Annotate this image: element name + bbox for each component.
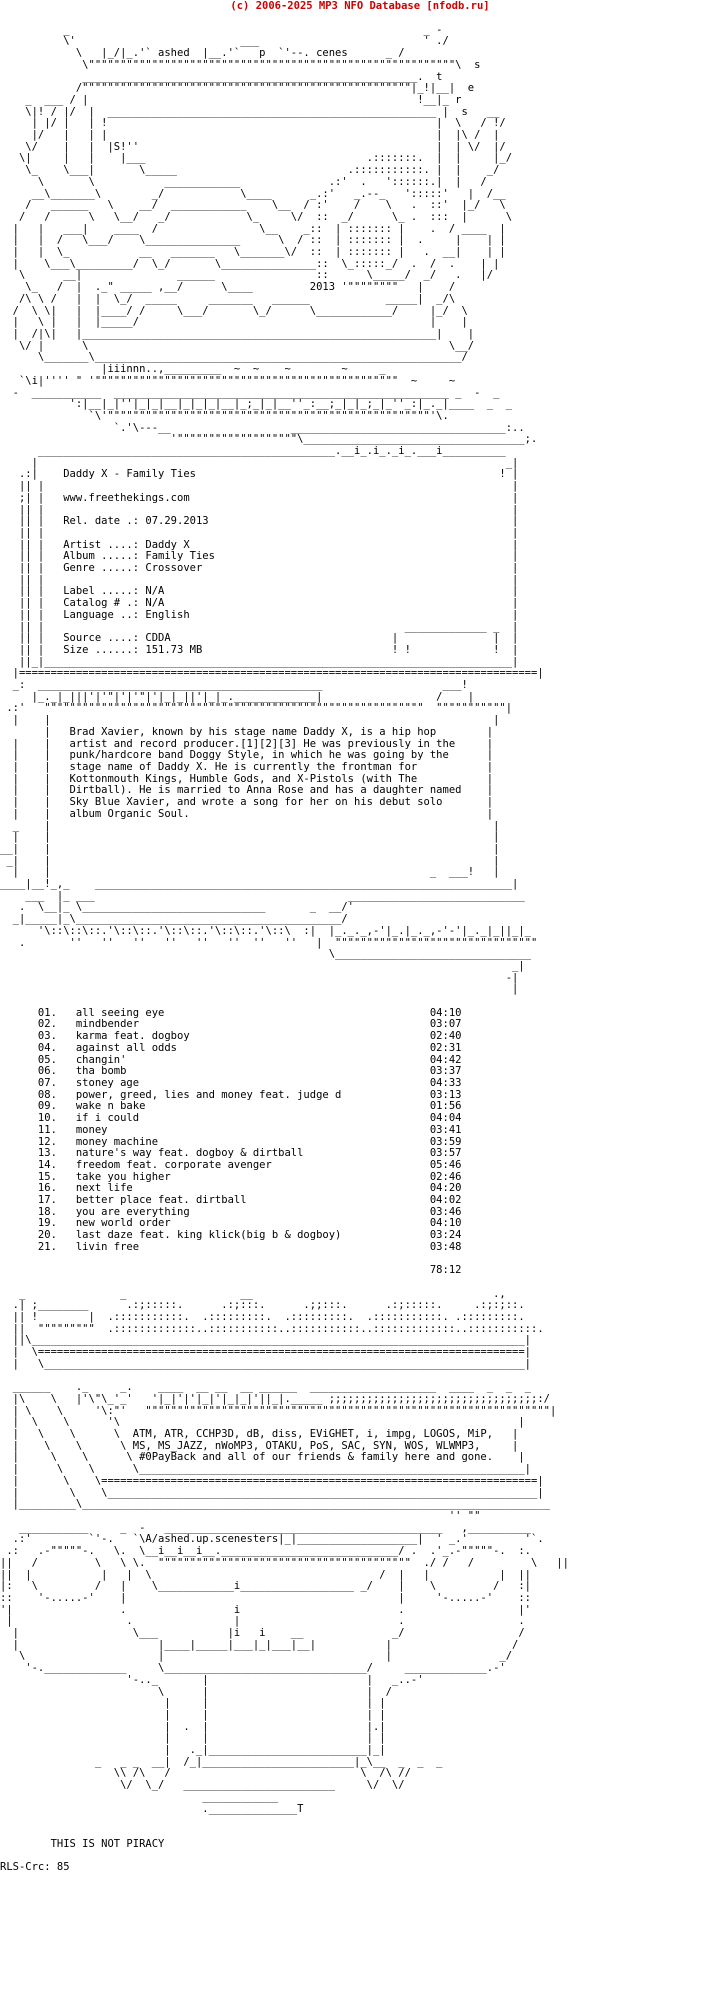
nfodb-copyright-banner: (c) 2006-2025 MP3 NFO Database [nfodb.ru] xyxy=(230,0,490,12)
nfo-ascii-text: _ _ - \' ___ ' ./ \ |_/|_.'` ashed |__.'` p `'--. cenes _ / \""""""""""""""""""""""""""""""""""""""""""""""""""""""""""\ s _____________________________________________________. t /""""""""""""""""""""""""""""""""""""""""""""""""""""|_!|__| e _ ___ / | !__|_ r \|! / |/ | ____________________________________________________ | s __ | |/ | | ! | \ / !/ |/ | | | | |\ / | \/ | | |S!'' | | \/ |/ \| | | |___ .:::::::. | | |_/ \_ \___| \_____ .:::::::::::. | | _/ \ \ ____________ .:' . '::::::.| | / __\_______\ _/ \____ _.:' _.--_ ':::::' | /__ / ______ \ __/ ____________ \__ / :' / \ . ::' |_/ \ / / \ \__/ _/ \_ \/ :: _/ \_ . ::: | \ | | ___| ____ / \__ _:: | ::::::: | . / ____ | | | / \___/ \_______________ \ / :: | ::::::: | . | | | | | \_ __ _______ \_______\/ :: | ::::::: | . __| | | | \___\_________/ \_/ \_______________:: \_:::::_/ . / . | | \ __| ______ :: \_____/ _/ . |/ \_ / | ._" _____ ,__/ \____ 2013 '"""""""" | / /\ \ / | | \_/ _____ _______ ______ _____| _/\ / \ \| | |____/ / \___/ \_/ \____________/ |_/ \ | \ | | |_____/ | | | /|\| |________________________________________________________| | \/ | \ \__/ \_______\__________________________________________________________/ |iiinnn..,_________ ~ ~ ~ ~ _ `\i|'''' " '"""""""""""""""""""""""""""""""""""""""""""""""" ~ ~ - ___________ _____________________________________________________ _ - _ ':|__|_|''|_|_|__|_|_|_|__|_;_|_|__''_:__;_|_|_;_|_''_:|_._|____ _ _ `\'"""""""""""""""""""""""""""""""""""""""""""""""""""'\. `.'\---__ __________________________________:.. '"""""""""""""""""""\___________________________________;. _______________________________________________.__i_.i_._i_.___i__________ | _| .:| Daddy X - Family Ties ! | || | | ;| | www.freethekings.com | || | | || | Rel. date .: 07.29.2013 | || | | || | Artist ....: Daddy X | || | Album .....: Family Ties | || | Genre .....: Crossover | || | | || | Label .....: N/A | || | Catalog # .: N/A | || | Language ..: English | || | _____________ _ | || | Source ....: CDDA | | | || | Size ......: 151.73 MB ! ! ! | ||_|__________________________________________________________________________| |==================================================================================| _: _____________________________________________ ___! |_._|_|||'|'"|'|'"|'|_|_||'|_|_._____________| / | .:' """""""""""""""""""""""""""""""""""""""""""""""""""""""""""" """""""""""| | | | | Brad Xavier, known by his stage name Daddy X, is a hip hop | | | artist and record producer.[1][2][3] He was previously in the | | | punk/hardcore band Doggy Style, in which he was going by the | | | stage name of Daddy X. He is currently the frontman for | | | Kottonmouth Kings, Humble Gods, and X-Pistols (with The | | | Dirtball). He is married to Anna Rose and has a daughter named | | | Sky Blue Xavier, and wrote a song for her on his debut solo | | | album Organic Soul. | _ | | | | | __| | | _| | | | | _ ___! | ____|__!_,_ __________________________________________________________________| ___ |_ ___ ____________________________ . \__|_ \_____________________________ _ __/' _|_____|_\__________________________________________/ '\::\::\::.'\::\::.'\::\::.'\::\::.'\::\ :| |_._._,-'|_.|_._,-'-'|_._|_||_|_ . '' '' '' '' '' '' '' '' | """""""""""""""""""""""""""""""" \_______________________________ _| -| | 01. all seeing eye 04:10 02. mindbender 03:07 03. karma feat. dogboy 02:40 04. against all odds 02:31 05. changin' 04:42 06. tha bomb 03:37 07. stoney age 04:33 08. power, greed, lies and money feat. judge d 03:13 09. wake n bake 01:56 10. if i could 04:04 11. money 03:41 12. money machine 03:59 13. nature's way feat. dogboy & dirtball 03:57 14. freedom feat. corporate avenger 05:46 15. take you higher 02:46 16. next life 04:20 17. better place feat. dirtball 04:02 18. you are everything 03:46 19. new world order 04:10 20. last daze feat. king klick(big b & dogboy) 03:24 21. livin free 03:48 78:12 _ _ __ ., .| ;________ .:;:::::. .:;:::. .;;:::. .:;:::::. .:;:;::. || ! | .:::::::::::. .:::::::::. .:::::::::. .:::::::::::. .:::::::::. || """"""""" .:::::::::::::..:::::::::::..:::::::::::..:::::::::::::..:::::::::::. ||\______________________________________________________________________________| | \=============================================================================| | \____________________________________________________________________________| ______ ._ _. ____ __ __ __ ______ ____________________ ____ _ _ _ |\ \ |'\"\_'_' '|_|'|'|_|'|_|_|'||_|._____ ;;;;;;;;;;;;;;;;;;;;;;;;;;;;;;;;;:/ | \ \ '\:"' """"""""""""""""""""""""""""""""""""""""""""""""""""""""""""""""| | \ \ '\ | | \ \ \ ATM, ATR, CCHP3D, dB, diss, EViGHET, i, impg, LOGOS, MiP, | | \ \ \ MS, MS_JAZZ, nWoMP3, OTAKU, PoS, SAC, SYN, WOS, WLWMP3, | | \ \ \ #0PayBack and all of our friends & family here and gone. | | \ \ \_____________________________________________________________| | \ \=====================================================================| | \ \____________________________________________________________________| |_________\__________________________________________________________________________ '' "" ___________ _ - ____________________________________________ ,__________ .:' `'-. `\A/ashed.up.scenesters|_|___________________| ' _.' '`. .: .-"""""-. \. \__i__i__i__.____________________________/ . .'_.-"""""-. :. || / \ \ \. """""""""""""""""""""""""""""""""""""""" ./ / / \ || || | | | \ / | | | || |: \ / | \____________i__________________ _/ | \ / :| :: '-.....-' | | '-.....-' :: '| . i . |' | . | . . | \___ |i i __ _/ / | |____|_____|___|_|___|__| | / \ | | _/ '-._____________ \________________________________/ _____________.-' '-.._ | | _..-' \ | | / | | | | | | | | | . | |.| | | | | | ._|_________________________|_| _ _ _ __| /_|________________________|_\__ _ _ _ \\ /\ / \ /\ // \/ \_/ ________________________ \/ \/ ____________ .______________T THIS IS NOT PIRACY RLS-Crc: 85 xyxy=(0,23,569,1874)
